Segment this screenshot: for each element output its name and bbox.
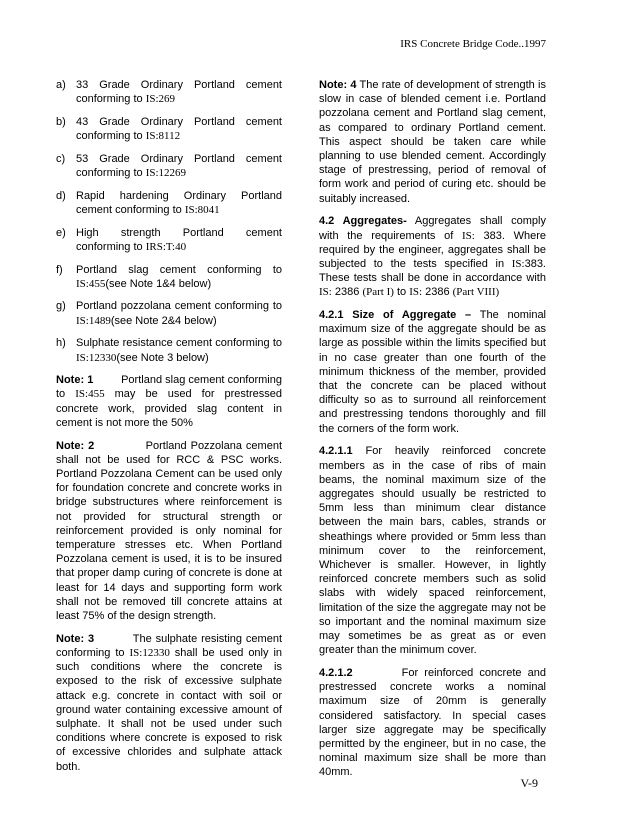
note-2: Note: 2 Portland Pozzolana cement shall not be used for RCC & PSC works. Portland Pozzolana Cement can be used only for foundation concrete and concrete works in bridge substructures where reinforcement is not provided for structural strength or reinforcement provided is only nominal for temperature stresses etc. When Portland Pozzolana cement is used, it is to be insured that proper damp curing of concrete is done at least for 14 days and supporting form work shall not be removed till concrete attains at least 75% of the design strength. (56, 439, 283, 622)
list-item: c) 53 Grade Ordinary Portland cement conforming to IS:12269 (56, 152, 282, 180)
page-number: V-9 (520, 776, 538, 790)
list-item: d) Rapid hardening Ordinary Portland cement conforming to IS:8041 (56, 189, 282, 216)
left-column (56, 78, 282, 782)
running-header: IRS Concrete Bridge Code..1997 (400, 38, 546, 50)
section-4-2-1-2: 4.2.1.2 For reinforced concrete and prestressed concrete works a nominal maximum size of 20mm is generally considered satisfactory. In special cases larger size aggregate may be specifically permitted by the engineer, but in no case, the nominal maximum size shall be more than 40mm. (319, 666, 546, 779)
list-item: h) Sulphate resistance cement conforming to IS:12330(see Note 3 below) (56, 337, 282, 364)
section-4-2: 4.2 Aggregates- Aggregates shall comply with the requirements of IS: 383. Where required by the engineer, aggregates shall be subjected to the tests specified in IS:383. These tests shall be done in accordance with IS: 2386 (Part I) to IS: 2386 (Part VIII) (319, 215, 546, 299)
list-item: a) 33 Grade Ordinary Portland cement conforming to IS:269 (56, 79, 282, 106)
note-4: Note: 4 The rate of development of strength is slow in case of blended cement i.e. Portland pozzolana cement and Portland slag cement, as compared to ordinary Portland cement. This aspect should be taken care while planning to use blended cement. Accordingly stage of prestressing, period of removal of form work and period of curing etc. should be suitably increased. (319, 79, 546, 205)
list-item: g) Portland pozzolana cement conforming to IS:1489(see Note 2&4 below) (56, 300, 282, 327)
section-4-2-1: 4.2.1 Size of Aggregate – The nominal maximum size of the aggregate should be as large as possible within the limits specified but in no case greater than one fourth of the minimum thickness of the member, provided that the concrete can be placed without difficulty so as to surround all reinforcement and prestressing tendons thoroughly and fill the corners of the form work. (319, 309, 546, 435)
list-item: e) High strength Portland cement conforming to IRS:T:40 (56, 226, 282, 253)
list-item: b) 43 Grade Ordinary Portland cement conforming to IS:8112 (56, 115, 282, 143)
note-3: Note: 3 The sulphate resisting cement conforming to IS:12330 shall be used only in such conditions where the concrete is exposed to the risk of excessive sulphate attack e.g. concrete in contact with soil or ground water containing excessive amount of sulphate. It shall not be used under such conditions where concrete is exposed to risk of excessive chlorides and sulphate attack both. (56, 632, 283, 773)
note-1: Note: 1 Portland slag cement conforming to IS:455 may be used for prestressed concrete work, provided slag content in cement is not more the 50% (56, 374, 282, 429)
right-column (319, 78, 546, 788)
section-4-2-1-1: 4.2.1.1 For heavily reinforced concrete members as in the case of ribs of main beams, the nominal maximum size of the aggregates should usually be restricted to 5mm less than minimum clear distance between the main bars, cables, strands or sheathings where provided or 5mm less than minimum cover to the reinforcement, Whichever is smaller. However, in lightly reinforced concrete members such as solid slabs with widely spaced reinforcement, limitation of the size the aggregate may not be so important and the nominal maximum size may sometimes be as great as or even greater than the minimum cover. (319, 445, 546, 657)
list-item: f) Portland slag cement conforming to IS:455(see Note 1&4 below) (56, 263, 282, 290)
